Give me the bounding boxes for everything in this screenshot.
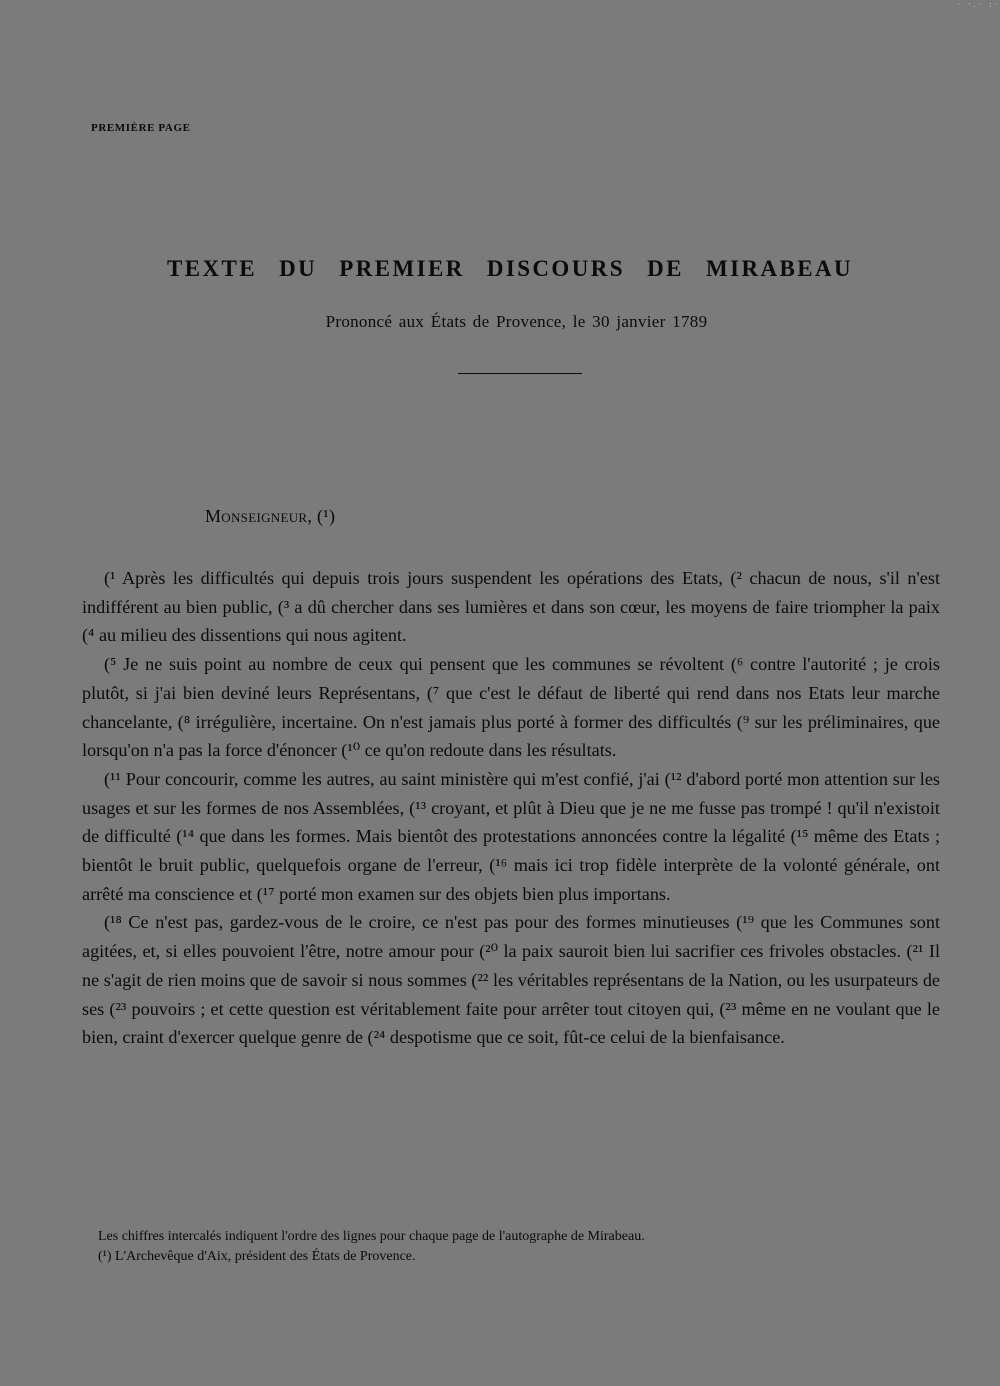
paragraph: (⁵ Je ne suis point au nombre de ceux qui pensent que les communes se révoltent (⁶ contre l'autorité ; je crois plutôt, si j'ai bien deviné leurs Représentans, (⁷ que c'est le défaut de liberté qui rend dans nos Etats leur marche chancelante, (⁸ irrégulière, incertaine. On n'est jamais plus porté à former des difficultés (⁹ sur les préliminaires, que lorsqu'on n'a pas la force d'énoncer (¹⁰ ce qu'on redoute dans les résultats. [82, 654, 940, 761]
page-title: TEXTE DU PREMIER DISCOURS DE MIRABEAU [167, 256, 853, 281]
speech-body [82, 564, 940, 1052]
footnote: Les chiffres intercalés indiquent l'ordre des lignes pour chaque page de l'autographe de Mirabeau. [98, 1229, 645, 1244]
paragraph: (¹ Après les difficultés qui depuis trois jours suspendent les opérations des Etats, (² chacun de nous, s'il n'est indifférent au bien public, (³ a dû chercher dans ses lumières et dans son cœur, les moyens de faire triompher la paix (⁴ au milieu des dissentions qui nous agitent. [82, 568, 940, 646]
paragraph: (¹¹ Pour concourir, comme les autres, au saint ministère qui m'est confié, j'ai (¹² d'abord porté mon attention sur les usages et sur les formes de nos Assemblées, (¹³ croyant, et plût à Dieu que je ne me fusse pas trompé ! qu'il n'existoit de difficulté (¹⁴ que dans les formes. Mais bientôt des protestations annoncées contre la légalité (¹⁵ même des Etats ; bientôt le bruit public, quelquefois organe de l'erreur, (¹⁶ mais ici trop fidèle interprète de la volonté générale, ont arrêté ma conscience et (¹⁷ porté mon examen sur des objets bien plus importans. [82, 768, 940, 904]
paragraph: (¹⁸ Ce n'est pas, gardez-vous de le croire, ce n'est pas pour des formes minutieuses (¹⁹ que les Communes sont agitées, et, si elles pouvoient l'être, notre amour pour (²⁰ la paix sauroit bien lui sacrifier ces frivoles obstacles. (²¹ Il ne s'agit de rien moins que de savoir si nous sommes (²² les véritables représentans de la Nation, ou les usurpateurs de ses (²³ pouvoirs ; et cette question est véritablement faite pour arrêter tout citoyen qui, (²³ même en ne voulant que le bien, craint d'exercer quelque genre de (²⁴ despotisme que ce soit, fût-ce celui de la bienfaisance. [82, 912, 940, 1048]
running-head: PREMIÈRE PAGE [91, 122, 191, 134]
scan-noise: · ·.· :· [957, 0, 1000, 9]
footnotes [98, 1227, 948, 1267]
footnote: (¹) L'Archevêque d'Aix, président des États de Provence. [98, 1249, 416, 1264]
salutation: Monseigneur, (¹) [205, 506, 336, 526]
title-divider [458, 373, 582, 374]
page-subtitle: Prononcé aux États de Provence, le 30 janvier 1789 [325, 312, 708, 331]
